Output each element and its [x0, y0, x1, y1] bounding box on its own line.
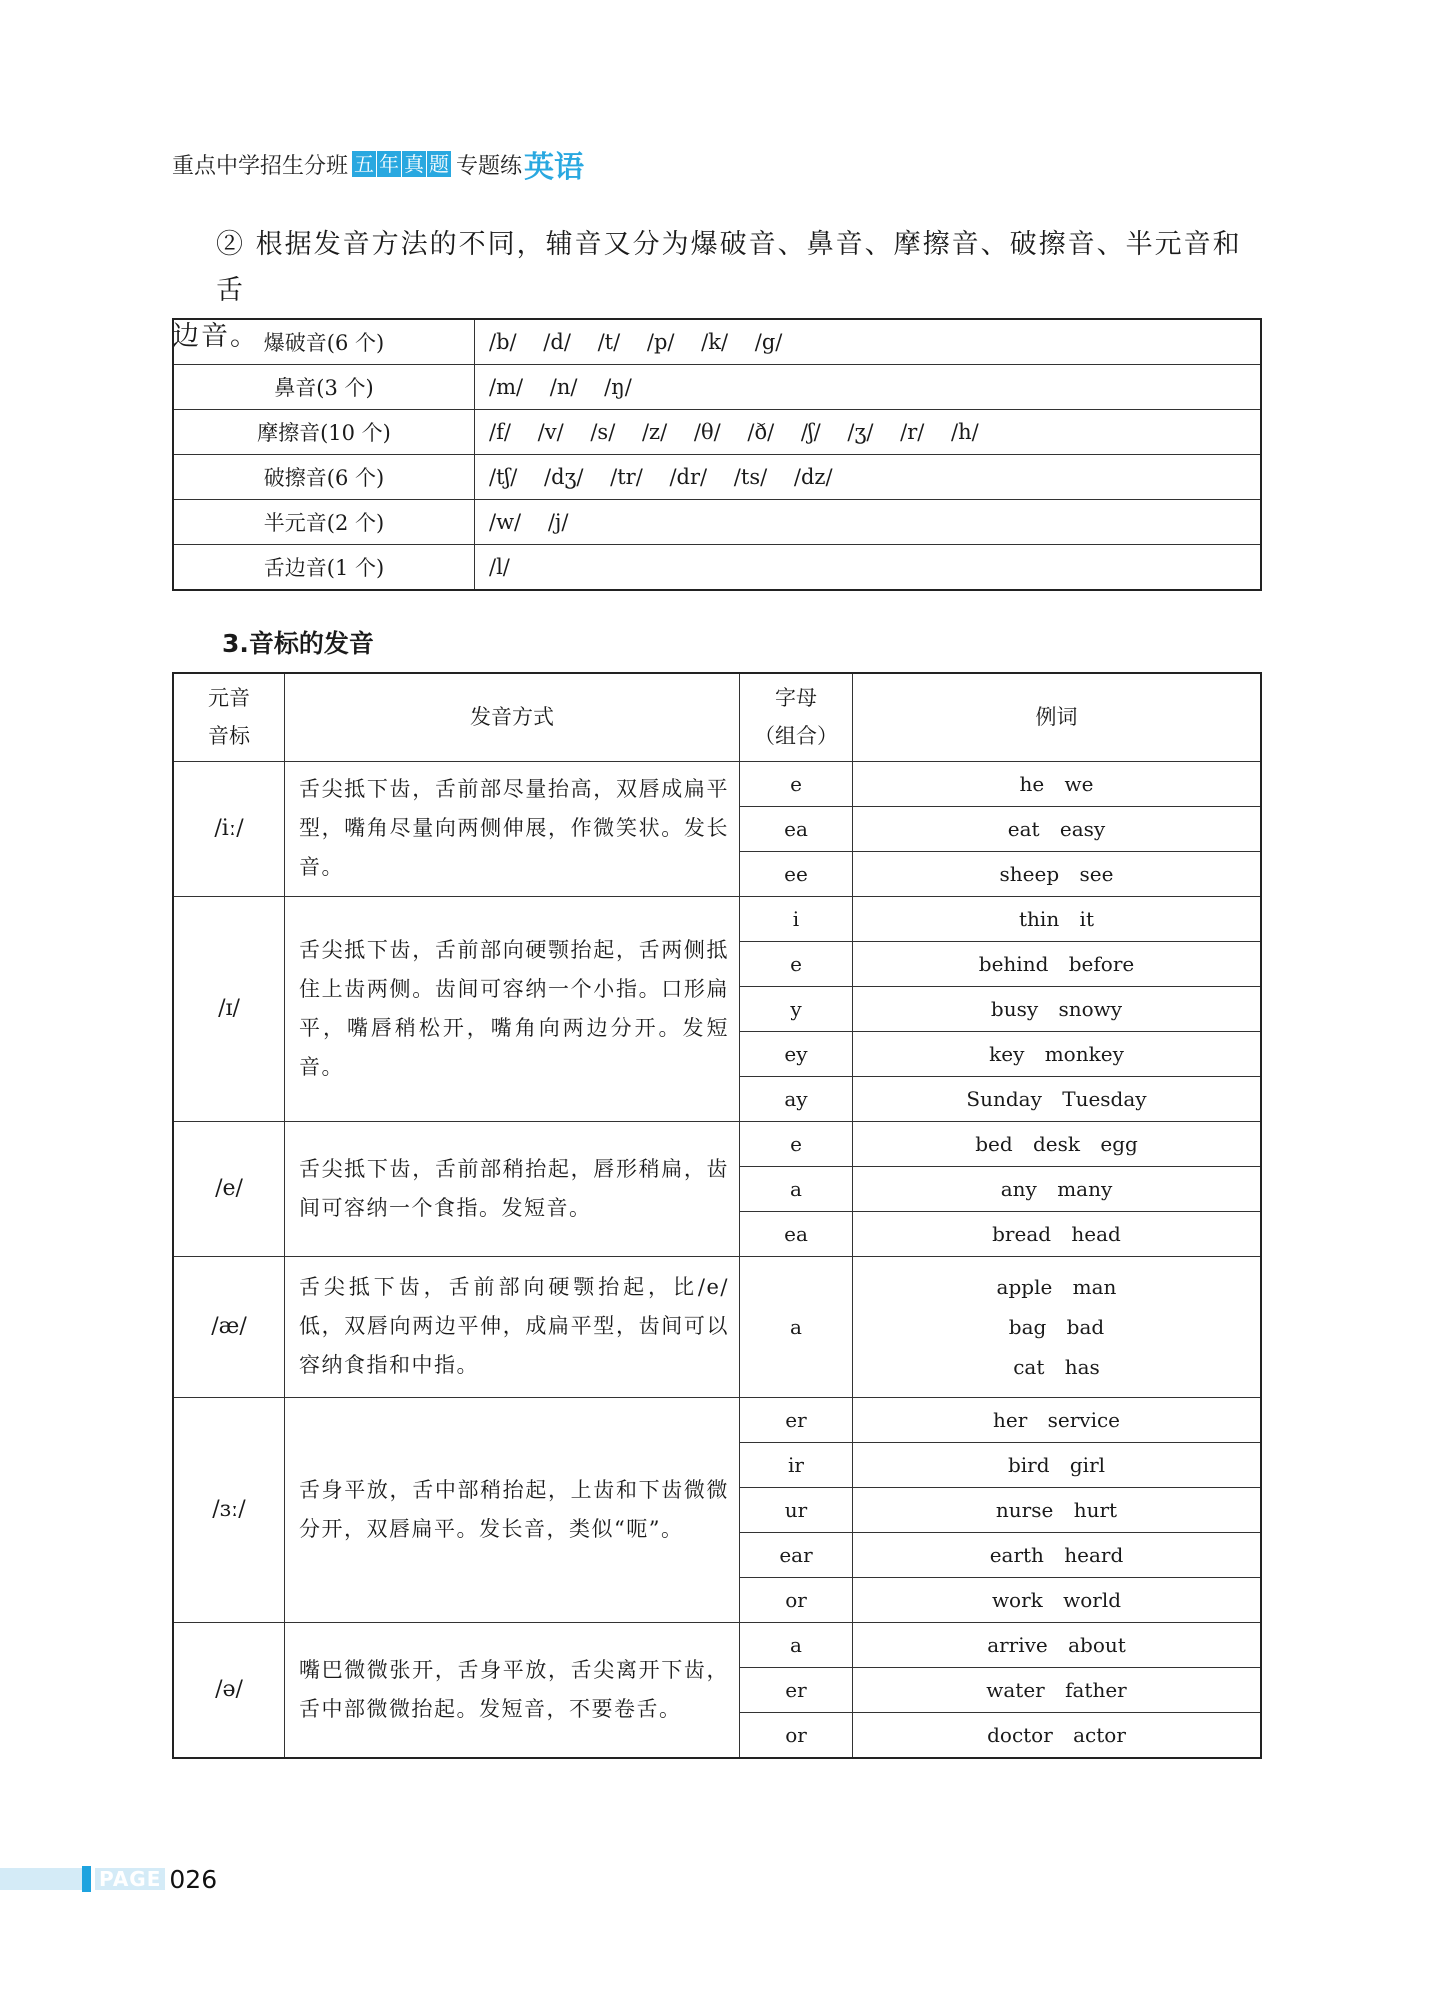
letter-combo: e	[740, 941, 853, 986]
example-words: busy snowy	[853, 986, 1262, 1031]
header-text: 元音	[208, 686, 250, 711]
example-words: bread head	[853, 1211, 1262, 1256]
example-words: bird girl	[853, 1442, 1262, 1487]
letter-combo: ea	[740, 806, 853, 851]
table-row	[173, 761, 1261, 806]
letter-combo: a	[740, 1166, 853, 1211]
table-row	[173, 545, 1261, 591]
example-words: he we	[853, 761, 1262, 806]
intro-line-2: 边音。	[172, 321, 259, 352]
letter-combo: a	[740, 1622, 853, 1667]
vowel-symbol: /ɜː/	[173, 1397, 285, 1622]
table-row	[173, 410, 1261, 455]
footer-marker	[82, 1866, 91, 1892]
highlight-char: 真	[404, 152, 425, 176]
example-words	[853, 1256, 1262, 1397]
header-text: 音标	[208, 724, 250, 749]
vowel-symbol: /iː/	[173, 761, 285, 896]
example-words: her service	[853, 1397, 1262, 1442]
header-examples: 例词	[853, 673, 1262, 761]
pronunciation-method: 舌身平放，舌中部稍抬起，上齿和下齿微微分开，双唇扁平。发长音，类似“呃”。	[285, 1397, 740, 1622]
highlight-char: 题	[429, 152, 450, 176]
highlight-char: 年	[379, 152, 400, 176]
header-method: 发音方式	[285, 673, 740, 761]
header-letters	[740, 673, 853, 761]
header-text: 字母	[775, 686, 817, 711]
letter-combo: or	[740, 1712, 853, 1758]
example-line: cat has	[1013, 1354, 1100, 1379]
footer-bar	[0, 1868, 82, 1890]
header-symbol	[173, 673, 285, 761]
table-row	[173, 319, 1261, 365]
pronunciation-method: 舌尖抵下齿，舌前部尽量抬高，双唇成扁平型，嘴角尽量向两侧伸展，作微笑状。发长音。	[285, 761, 740, 896]
example-words: nurse hurt	[853, 1487, 1262, 1532]
letter-combo: ee	[740, 851, 853, 896]
example-line: bag bad	[1008, 1314, 1105, 1339]
letter-combo: ear	[740, 1532, 853, 1577]
consonant-symbols: /l/	[475, 545, 1262, 591]
consonant-type: 半元音(2 个)	[173, 500, 475, 545]
vowel-table	[172, 672, 1262, 1759]
letter-combo: ur	[740, 1487, 853, 1532]
page-label: PAGE	[95, 1868, 165, 1890]
example-words: water father	[853, 1667, 1262, 1712]
letter-combo: ey	[740, 1031, 853, 1076]
table-row	[173, 500, 1261, 545]
letter-combo: a	[740, 1256, 853, 1397]
example-words: doctor actor	[853, 1712, 1262, 1758]
table-row	[173, 455, 1261, 500]
table-row	[173, 1397, 1261, 1442]
consonant-symbols: /tʃ/ /dʒ/ /tr/ /dr/ /ts/ /dz/	[475, 455, 1262, 500]
section-title: 3.音标的发音	[222, 629, 374, 658]
example-words: bed desk egg	[853, 1121, 1262, 1166]
header-subject: 英语	[524, 150, 585, 185]
example-words: key monkey	[853, 1031, 1262, 1076]
intro-line-1: ② 根据发音方法的不同，辅音又分为爆破音、鼻音、摩擦音、破擦音、半元音和舌	[216, 229, 1242, 306]
consonant-symbols: /m/ /n/ /ŋ/	[475, 365, 1262, 410]
letter-combo: er	[740, 1397, 853, 1442]
table-row	[173, 365, 1261, 410]
pronunciation-method: 舌尖抵下齿，舌前部向硬颚抬起，比/e/低，双唇向两边平伸，成扁平型，齿间可以容纳食指和中指。	[285, 1256, 740, 1397]
letter-combo: ea	[740, 1211, 853, 1256]
consonant-type: 摩擦音(10 个)	[173, 410, 475, 455]
running-header	[172, 142, 584, 186]
example-words: eat easy	[853, 806, 1262, 851]
letter-combo: ir	[740, 1442, 853, 1487]
table-row	[173, 896, 1261, 941]
pronunciation-method: 嘴巴微微张开，舌身平放，舌尖离开下齿，舌中部微微抬起。发短音，不要卷舌。	[285, 1622, 740, 1758]
letter-combo: e	[740, 1121, 853, 1166]
vowel-symbol: /ə/	[173, 1622, 285, 1758]
example-words: thin it	[853, 896, 1262, 941]
example-words: sheep see	[853, 851, 1262, 896]
consonant-type: 鼻音(3 个)	[173, 365, 475, 410]
vowel-symbol: /ɪ/	[173, 896, 285, 1121]
header-series: 重点中学招生分班	[172, 153, 349, 179]
letter-combo: ay	[740, 1076, 853, 1121]
example-words: Sunday Tuesday	[853, 1076, 1262, 1121]
consonant-table	[172, 318, 1262, 591]
consonant-type: 破擦音(6 个)	[173, 455, 475, 500]
highlight-char: 五	[354, 152, 375, 176]
vowel-symbol: /e/	[173, 1121, 285, 1256]
example-words: arrive about	[853, 1622, 1262, 1667]
pronunciation-method: 舌尖抵下齿，舌前部向硬颚抬起，舌两侧抵住上齿两侧。齿间可容纳一个小指。口形扁平，嘴唇稍松开，嘴角向两边分开。发短音。	[285, 896, 740, 1121]
table-row	[173, 1121, 1261, 1166]
table-row	[173, 1256, 1261, 1397]
table-row	[173, 1622, 1261, 1667]
consonant-symbols: /w/ /j/	[475, 500, 1262, 545]
letter-combo: e	[740, 761, 853, 806]
table-header-row	[173, 673, 1261, 761]
consonant-type: 舌边音(1 个)	[173, 545, 475, 591]
example-line: apple man	[996, 1274, 1117, 1299]
letter-combo: er	[740, 1667, 853, 1712]
letter-combo: i	[740, 896, 853, 941]
vowel-symbol: /æ/	[173, 1256, 285, 1397]
consonant-type: 爆破音(6 个)	[173, 319, 475, 365]
example-words: behind before	[853, 941, 1262, 986]
pronunciation-method: 舌尖抵下齿，舌前部稍抬起，唇形稍扁，齿间可容纳一个食指。发短音。	[285, 1121, 740, 1256]
header-suffix: 专题练	[456, 153, 523, 179]
consonant-symbols: /f/ /v/ /s/ /z/ /θ/ /ð/ /ʃ/ /ʒ/ /r/ /h/	[475, 410, 1262, 455]
example-words: work world	[853, 1577, 1262, 1622]
example-words: earth heard	[853, 1532, 1262, 1577]
example-words: any many	[853, 1166, 1262, 1211]
header-text: （组合）	[754, 724, 838, 749]
page-number: 026	[169, 1864, 218, 1894]
letter-combo: y	[740, 986, 853, 1031]
header-highlight	[352, 151, 452, 177]
page-footer	[0, 1866, 260, 1892]
letter-combo: or	[740, 1577, 853, 1622]
consonant-symbols: /b/ /d/ /t/ /p/ /k/ /g/	[475, 319, 1262, 365]
